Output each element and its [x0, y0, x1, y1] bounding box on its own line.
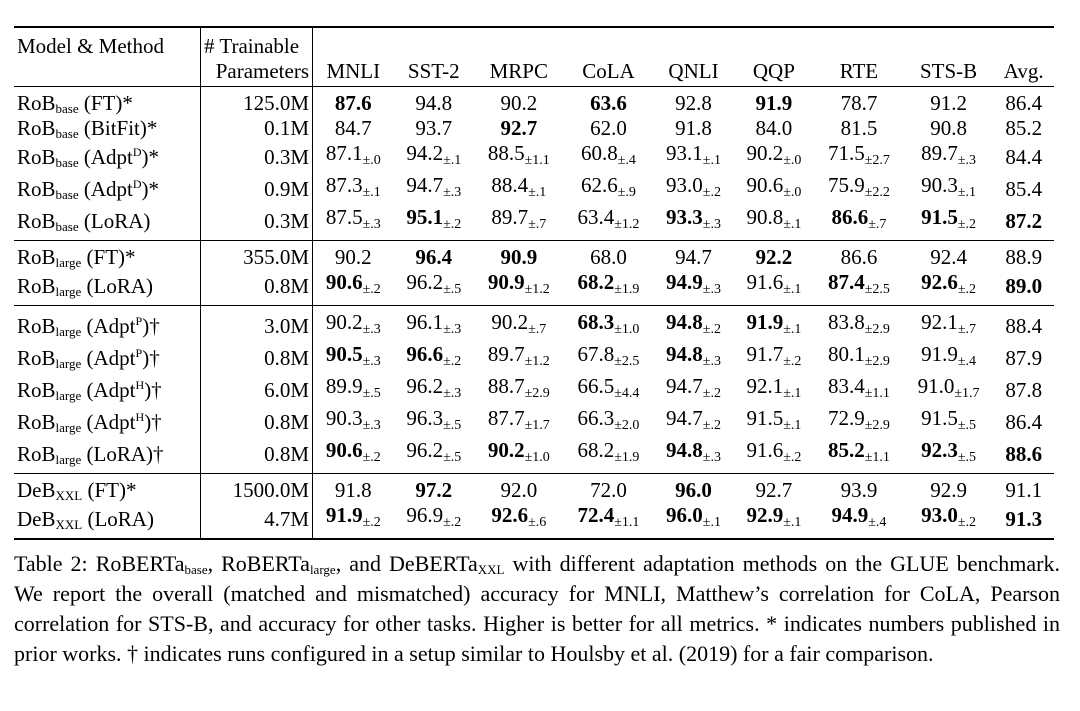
score-cell-mrpc: 92.7	[500, 116, 538, 140]
std-dev: ±1.1	[864, 386, 890, 401]
score-cell-mnli: 90.2±.3	[325, 310, 381, 337]
score-cell-qnli: 94.8±.2	[666, 310, 721, 337]
std-dev: ±.1	[957, 185, 977, 200]
std-dev: ±.2	[783, 450, 802, 465]
score-cell-cola: 68.2±1.9	[577, 270, 640, 297]
score-cell-qqp: 90.6±.0	[746, 173, 802, 200]
std-dev: ±2.9	[864, 322, 890, 337]
score-cell-cola: 62.0	[590, 116, 627, 140]
score-cell-rte: 83.4±1.1	[827, 374, 890, 401]
score-cell-mnli: 84.7	[334, 116, 372, 140]
score-cell-cola: 60.8±.4	[581, 141, 636, 168]
score-cell-qnli: 94.8±.3	[666, 438, 721, 465]
std-dev: ±.3	[443, 322, 462, 337]
model-method-cell: RoB$_{base}$ (Adpt$^D$)*	[14, 141, 201, 173]
std-dev: ±.7	[868, 217, 887, 232]
std-dev: ±.2	[362, 282, 381, 297]
score-cell-sst2: 96.2±.5	[406, 438, 462, 465]
std-dev: ±.5	[443, 450, 462, 465]
std-dev: ±2.0	[614, 418, 640, 433]
header-params-line1: # Trainable	[201, 27, 313, 59]
std-dev: ±.2	[443, 515, 462, 530]
score-cell-stsb: 90.3±.1	[921, 173, 977, 200]
table-row	[14, 306, 1054, 343]
score-cell-qnli: 96.0±.1	[666, 503, 721, 530]
table-row	[14, 87, 1054, 117]
score-cell-qqp: 84.0	[755, 116, 793, 140]
caption-model-roberta-base: RoBERTa$_{base}$	[95, 551, 208, 577]
model-method-cell: RoB$_{base}$ (BitFit)*	[14, 116, 201, 141]
score-cell-mrpc: 90.2±1.0	[487, 438, 550, 465]
std-dev: ±.2	[443, 354, 462, 369]
score-cell-cola: 66.5±4.4	[577, 374, 640, 401]
score-cell-mnli: 91.9±.2	[325, 503, 381, 530]
score-cell-avg: 84.4	[1005, 144, 1043, 169]
header-task-mrpc: MRPC	[489, 59, 548, 83]
score-cell-avg: 91.3	[1005, 506, 1043, 531]
score-cell-mrpc: 87.7±1.7	[487, 406, 550, 433]
model-method-cell: RoB$_{large}$ (Adpt$^P$)†	[14, 306, 201, 343]
score-cell-sst2: 96.3±.5	[406, 406, 462, 433]
std-dev: ±.9	[617, 185, 636, 200]
score-cell-qqp: 91.6±.2	[746, 438, 802, 465]
table-row	[14, 173, 1054, 205]
score-cell-avg: 87.9	[1005, 345, 1043, 370]
std-dev: ±.3	[443, 386, 462, 401]
std-dev: ±.3	[702, 450, 721, 465]
score-cell-mnli: 87.1±.0	[325, 141, 381, 168]
std-dev: ±.3	[702, 217, 721, 232]
score-cell-avg: 88.6	[1005, 441, 1043, 466]
header-task-sst2: SST-2	[407, 59, 460, 83]
score-cell-qqp: 91.7±.2	[746, 342, 802, 369]
std-dev: ±1.1	[864, 450, 890, 465]
std-dev: ±.5	[362, 386, 381, 401]
trainable-params-cell: 0.8M	[201, 438, 313, 474]
header-task-cola: CoLA	[582, 59, 635, 83]
trainable-params-cell: 0.3M	[201, 205, 313, 241]
trainable-params-cell: 125.0M	[201, 87, 313, 117]
score-cell-avg: 88.9	[1005, 245, 1043, 269]
score-cell-cola: 68.3±1.0	[577, 310, 640, 337]
trainable-params-cell: 0.3M	[201, 141, 313, 173]
header-task-qqp: QQP	[752, 59, 795, 83]
score-cell-qqp: 92.2	[755, 245, 793, 269]
score-cell-mnli: 90.2	[334, 245, 372, 269]
std-dev: ±.3	[362, 418, 381, 433]
score-cell-qnli: 94.8±.3	[666, 342, 721, 369]
std-dev: ±1.1	[524, 153, 550, 168]
score-cell-avg: 87.2	[1005, 208, 1043, 233]
std-dev: ±.7	[957, 322, 977, 337]
score-cell-rte: 86.6±.7	[831, 205, 887, 232]
score-cell-rte: 86.6	[840, 245, 878, 269]
std-dev: ±.1	[783, 418, 802, 433]
score-cell-mrpc: 92.6±.6	[491, 503, 547, 530]
std-dev: ±.4	[957, 354, 977, 369]
score-cell-rte: 83.8±2.9	[827, 310, 890, 337]
score-cell-mnli: 90.6±.2	[325, 270, 381, 297]
score-cell-qnli: 92.8	[675, 91, 712, 115]
score-cell-mnli: 90.5±.3	[325, 342, 381, 369]
score-cell-sst2: 96.2±.5	[406, 270, 462, 297]
std-dev: ±.1	[783, 515, 802, 530]
score-cell-avg: 87.8	[1005, 377, 1043, 402]
header-params-line2: Parameters	[201, 59, 313, 87]
score-cell-stsb: 92.3±.5	[921, 438, 977, 465]
model-method-cell: RoB$_{large}$ (LoRA)†	[14, 438, 201, 474]
trainable-params-cell: 0.8M	[201, 270, 313, 306]
score-cell-mrpc: 90.9±1.2	[487, 270, 550, 297]
std-dev: ±.3	[702, 354, 721, 369]
score-cell-qqp: 90.8±.1	[746, 205, 802, 232]
score-cell-mnli: 87.6	[334, 91, 372, 115]
score-cell-mrpc: 88.4±.1	[491, 173, 547, 200]
score-cell-cola: 72.0	[590, 478, 627, 502]
score-cell-mnli: 90.6±.2	[325, 438, 381, 465]
std-dev: ±.3	[362, 354, 381, 369]
std-dev: ±.2	[362, 515, 381, 530]
score-cell-stsb: 93.0±.2	[921, 503, 977, 530]
std-dev: ±.2	[443, 217, 462, 232]
model-method-cell: RoB$_{base}$ (Adpt$^D$)*	[14, 173, 201, 205]
score-cell-stsb: 91.9±.4	[921, 342, 977, 369]
std-dev: ±.5	[443, 418, 462, 433]
score-cell-cola: 67.8±2.5	[577, 342, 640, 369]
std-dev: ±.0	[783, 153, 802, 168]
score-cell-mrpc: 88.7±2.9	[487, 374, 550, 401]
header-model-method: Model & Method	[14, 27, 201, 59]
trainable-params-cell: 0.9M	[201, 173, 313, 205]
score-cell-qnli: 93.1±.1	[666, 141, 721, 168]
score-cell-stsb: 92.6±.2	[921, 270, 977, 297]
results-table-container	[14, 26, 1064, 540]
model-method-cell: DeB$_{XXL}$ (FT)*	[14, 474, 201, 504]
score-cell-stsb: 91.2	[930, 91, 967, 115]
header-task-mnli: MNLI	[326, 59, 381, 83]
score-cell-rte: 71.5±2.7	[827, 141, 890, 168]
std-dev: ±2.9	[864, 354, 890, 369]
std-dev: ±.1	[783, 282, 802, 297]
table-row	[14, 474, 1054, 504]
score-cell-mnli: 87.3±.1	[325, 173, 381, 200]
model-method-cell: DeB$_{XXL}$ (LoRA)	[14, 503, 201, 539]
std-dev: ±.1	[702, 515, 721, 530]
trainable-params-cell: 4.7M	[201, 503, 313, 539]
std-dev: ±.2	[362, 450, 381, 465]
score-cell-stsb: 90.8	[930, 116, 967, 140]
std-dev: ±.3	[362, 322, 381, 337]
std-dev: ±.3	[957, 153, 977, 168]
score-cell-rte: 93.9	[840, 478, 878, 502]
std-dev: ±1.2	[524, 282, 550, 297]
score-cell-rte: 78.7	[840, 91, 878, 115]
std-dev: ±.7	[528, 322, 547, 337]
score-cell-mrpc: 90.2	[500, 91, 538, 115]
std-dev: ±1.2	[524, 354, 550, 369]
score-cell-avg: 85.4	[1005, 176, 1043, 201]
table-row	[14, 116, 1054, 141]
std-dev: ±2.5	[614, 354, 640, 369]
std-dev: ±.1	[702, 153, 721, 168]
table-row	[14, 342, 1054, 374]
table-row	[14, 241, 1054, 271]
std-dev: ±.3	[443, 185, 462, 200]
score-cell-avg: 86.4	[1005, 409, 1043, 434]
score-cell-sst2: 95.1±.2	[406, 205, 462, 232]
std-dev: ±2.5	[864, 282, 890, 297]
std-dev: ±.5	[957, 450, 977, 465]
score-cell-mnli: 90.3±.3	[325, 406, 381, 433]
results-table-body	[14, 87, 1054, 540]
score-cell-sst2: 96.9±.2	[406, 503, 462, 530]
std-dev: ±.2	[957, 515, 977, 530]
header-task-rte: RTE	[839, 59, 879, 83]
std-dev: ±.5	[443, 282, 462, 297]
score-cell-rte: 85.2±1.1	[827, 438, 890, 465]
model-method-cell: RoB$_{base}$ (LoRA)	[14, 205, 201, 241]
std-dev: ±.5	[957, 418, 977, 433]
score-cell-sst2: 96.6±.2	[406, 342, 462, 369]
score-cell-stsb: 92.4	[930, 245, 967, 269]
score-cell-stsb: 91.5±.5	[921, 406, 977, 433]
table-row	[14, 503, 1054, 539]
std-dev: ±1.9	[614, 282, 640, 297]
score-cell-mrpc: 89.7±.7	[491, 205, 547, 232]
trainable-params-cell: 1500.0M	[201, 474, 313, 504]
score-cell-qnli: 93.3±.3	[666, 205, 721, 232]
score-cell-rte: 72.9±2.9	[827, 406, 890, 433]
score-cell-rte: 75.9±2.2	[827, 173, 890, 200]
score-cell-qqp: 91.6±.1	[746, 270, 802, 297]
score-cell-mnli: 89.9±.5	[325, 374, 381, 401]
score-cell-sst2: 97.2	[415, 478, 453, 502]
std-dev: ±2.7	[864, 153, 890, 168]
score-cell-qnli: 96.0	[675, 478, 712, 502]
score-cell-mrpc: 89.7±1.2	[487, 342, 550, 369]
table-row	[14, 270, 1054, 306]
std-dev: ±.1	[362, 185, 381, 200]
score-cell-qnli: 94.9±.3	[666, 270, 721, 297]
score-cell-cola: 63.4±1.2	[577, 205, 640, 232]
caption-model-roberta-large: RoBERTa$_{large}$	[221, 551, 336, 577]
score-cell-stsb: 92.9	[930, 478, 967, 502]
model-method-cell: RoB$_{base}$ (FT)*	[14, 87, 201, 117]
std-dev: ±.1	[528, 185, 547, 200]
std-dev: ±.4	[617, 153, 636, 168]
score-cell-mrpc: 92.0	[500, 478, 538, 502]
trainable-params-cell: 6.0M	[201, 374, 313, 406]
std-dev: ±.2	[783, 354, 802, 369]
std-dev: ±.6	[528, 515, 547, 530]
std-dev: ±1.7	[954, 386, 980, 401]
score-cell-mnli: 91.8	[334, 478, 372, 502]
std-dev: ±1.1	[614, 515, 640, 530]
std-dev: ±.3	[702, 282, 721, 297]
score-cell-qqp: 90.2±.0	[746, 141, 802, 168]
score-cell-stsb: 91.0±1.7	[917, 374, 980, 401]
score-cell-sst2: 93.7	[415, 116, 453, 140]
score-cell-avg: 88.4	[1005, 313, 1043, 338]
results-table	[14, 26, 1054, 540]
score-cell-qnli: 94.7±.2	[666, 374, 721, 401]
table-row	[14, 438, 1054, 474]
std-dev: ±.1	[783, 386, 802, 401]
std-dev: ±.2	[957, 282, 977, 297]
trainable-params-cell: 355.0M	[201, 241, 313, 271]
table-row	[14, 374, 1054, 406]
std-dev: ±.1	[443, 153, 462, 168]
score-cell-qnli: 91.8	[675, 116, 712, 140]
score-cell-cola: 63.6	[590, 91, 627, 115]
table-row	[14, 406, 1054, 438]
score-cell-rte: 81.5	[840, 116, 878, 140]
score-cell-qnli: 94.7	[675, 245, 712, 269]
std-dev: ±.0	[362, 153, 381, 168]
score-cell-stsb: 89.7±.3	[921, 141, 977, 168]
score-cell-mrpc: 90.9	[500, 245, 538, 269]
trainable-params-cell: 0.8M	[201, 406, 313, 438]
std-dev: ±1.7	[524, 418, 550, 433]
score-cell-avg: 85.2	[1005, 116, 1043, 140]
caption-label: Table 2:	[14, 551, 88, 576]
score-cell-qqp: 91.9	[755, 91, 793, 115]
score-cell-qqp: 92.7	[755, 478, 793, 502]
model-method-cell: RoB$_{large}$ (LoRA)	[14, 270, 201, 306]
score-cell-sst2: 96.4	[415, 245, 453, 269]
caption-model-deberta-xxl: DeBERTa$_{XXL}$	[388, 551, 505, 577]
score-cell-stsb: 92.1±.7	[921, 310, 977, 337]
score-cell-avg: 86.4	[1005, 91, 1043, 115]
std-dev: ±.2	[702, 418, 721, 433]
std-dev: ±1.0	[524, 450, 550, 465]
score-cell-sst2: 94.8	[415, 91, 453, 115]
std-dev: ±.0	[783, 185, 802, 200]
header-task-stsb: STS-B	[920, 59, 978, 83]
score-cell-sst2: 96.2±.3	[406, 374, 462, 401]
std-dev: ±2.9	[864, 418, 890, 433]
model-method-cell: RoB$_{large}$ (Adpt$^H$)†	[14, 406, 201, 438]
std-dev: ±.1	[783, 217, 802, 232]
table-row	[14, 205, 1054, 241]
score-cell-qqp: 92.9±.1	[746, 503, 802, 530]
score-cell-sst2: 94.2±.1	[406, 141, 462, 168]
score-cell-cola: 68.2±1.9	[577, 438, 640, 465]
header-task-avg: Avg.	[1003, 59, 1044, 83]
score-cell-qqp: 91.9±.1	[746, 310, 802, 337]
score-cell-cola: 68.0	[590, 245, 627, 269]
model-method-cell: RoB$_{large}$ (Adpt$^H$)†	[14, 374, 201, 406]
std-dev: ±.2	[957, 217, 977, 232]
std-dev: ±1.9	[614, 450, 640, 465]
table-row	[14, 141, 1054, 173]
score-cell-rte: 87.4±2.5	[827, 270, 890, 297]
score-cell-rte: 94.9±.4	[831, 503, 887, 530]
std-dev: ±.2	[702, 322, 721, 337]
score-cell-cola: 72.4±1.1	[577, 503, 640, 530]
score-cell-avg: 89.0	[1005, 273, 1043, 298]
model-method-cell: RoB$_{large}$ (Adpt$^P$)†	[14, 342, 201, 374]
trainable-params-cell: 0.1M	[201, 116, 313, 141]
score-cell-sst2: 94.7±.3	[406, 173, 462, 200]
score-cell-cola: 62.6±.9	[581, 173, 636, 200]
score-cell-sst2: 96.1±.3	[406, 310, 462, 337]
score-cell-mnli: 87.5±.3	[325, 205, 381, 232]
score-cell-qnli: 93.0±.2	[666, 173, 721, 200]
std-dev: ±.1	[783, 322, 802, 337]
score-cell-rte: 80.1±2.9	[827, 342, 890, 369]
trainable-params-cell: 0.8M	[201, 342, 313, 374]
std-dev: ±4.4	[614, 386, 640, 401]
caption-text: with different adaptation methods on the GLUE benchmark. We report the overall (matched and mismatched) accuracy for MNLI, Matthew’s correlation for CoLA, Pearson correlation for STS-B, and accuracy for other tasks. Higher is better for all metrics. * indicates numbers published in prior works. † indicates runs configured in a setup similar to Houlsby et al. (2019) for a fair comparison.	[14, 551, 1061, 666]
model-method-cell: RoB$_{large}$ (FT)*	[14, 241, 201, 271]
std-dev: ±.7	[528, 217, 547, 232]
std-dev: ±.4	[868, 515, 887, 530]
score-cell-mrpc: 88.5±1.1	[487, 141, 550, 168]
score-cell-qqp: 91.5±.1	[746, 406, 802, 433]
score-cell-avg: 91.1	[1005, 478, 1043, 502]
score-cell-cola: 66.3±2.0	[577, 406, 640, 433]
std-dev: ±.2	[702, 386, 721, 401]
trainable-params-cell: 3.0M	[201, 306, 313, 343]
std-dev: ±1.2	[614, 217, 640, 232]
std-dev: ±.3	[362, 217, 381, 232]
score-cell-qnli: 94.7±.2	[666, 406, 721, 433]
std-dev: ±2.2	[864, 185, 890, 200]
std-dev: ±1.0	[614, 322, 640, 337]
table-caption: Table 2: RoBERTa$_{base}$, RoBERTa$_{large}$, and DeBERTa$_{XXL}$ with different adaptation methods on the GLUE benchmark. We report the overall (matched and mismatched) accuracy for MNLI, Matthew’s correlation for CoLA, Pearson correlation for STS-B, and accuracy for other tasks. Higher is better for all metrics. * indicates numbers published in prior works. † indicates runs configured in a setup similar to Houlsby et al. (2019) for a fair comparison.	[14, 551, 1061, 666]
score-cell-qqp: 92.1±.1	[746, 374, 802, 401]
std-dev: ±2.9	[524, 386, 550, 401]
score-cell-mrpc: 90.2±.7	[491, 310, 547, 337]
score-cell-stsb: 91.5±.2	[921, 205, 977, 232]
header-task-qnli: QNLI	[668, 59, 719, 83]
std-dev: ±.2	[702, 185, 721, 200]
